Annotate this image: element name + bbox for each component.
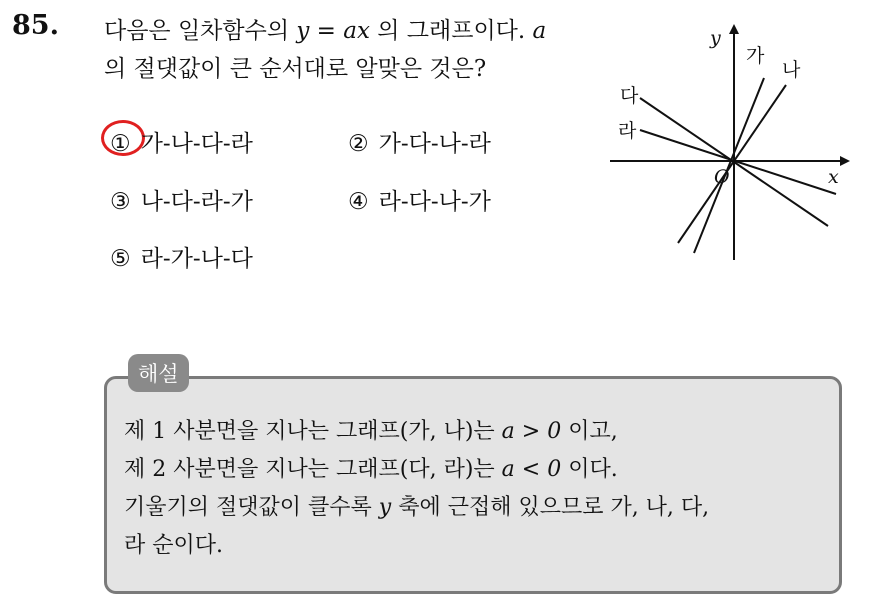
- choice-1[interactable]: [110, 125, 253, 158]
- explanation-line-4: 라 순이다.: [124, 533, 223, 558]
- choice-3-text: 나-다-라-가: [140, 189, 253, 215]
- choice-2[interactable]: [348, 125, 491, 158]
- choice-2-text: 가-다-나-라: [378, 131, 491, 157]
- choice-5[interactable]: [110, 240, 253, 273]
- choice-5-text: 라-가-나-다: [140, 246, 253, 272]
- choice-3-mark: ③: [110, 189, 131, 215]
- choice-2-mark: ②: [348, 131, 369, 157]
- linear-function-graph: [600, 20, 860, 270]
- explanation-box: [104, 376, 842, 594]
- line-label-ra: 라: [618, 120, 637, 142]
- choice-3[interactable]: [110, 183, 253, 216]
- explanation-line-1: 제 1 사분면을 지나는 그래프(가, 나)는 a > 0 이고,: [124, 419, 618, 444]
- choice-4-mark: ④: [348, 189, 369, 215]
- choice-1-mark: ①: [110, 131, 131, 157]
- line-label-na: 나: [782, 59, 801, 81]
- explanation-line-2: 제 2 사분면을 지나는 그래프(다, 라)는 a < 0 이다.: [124, 457, 618, 482]
- explanation-line-3: 기울기의 절댓값이 클수록 y 축에 근접해 있으므로 가, 나, 다,: [124, 495, 710, 520]
- choice-5-mark: ⑤: [110, 246, 131, 272]
- question-text-line-2: 의 절댓값이 큰 순서대로 알맞은 것은?: [104, 56, 487, 82]
- choice-1-text: 가-나-다-라: [140, 131, 253, 157]
- choice-4[interactable]: [348, 183, 491, 216]
- question-number: 85.: [12, 10, 59, 41]
- y-axis-label: y: [710, 27, 721, 49]
- choice-4-text: 라-다-나-가: [378, 189, 491, 215]
- origin-label: O: [714, 166, 730, 188]
- line-label-da: 다: [620, 85, 639, 107]
- x-axis-label: x: [828, 166, 839, 188]
- question-text-line-1: 다음은 일차함수의 y = ax 의 그래프이다. a: [104, 18, 547, 44]
- explanation-label: 해설: [128, 354, 189, 392]
- line-label-ga: 가: [746, 45, 765, 67]
- line-na: [678, 85, 786, 243]
